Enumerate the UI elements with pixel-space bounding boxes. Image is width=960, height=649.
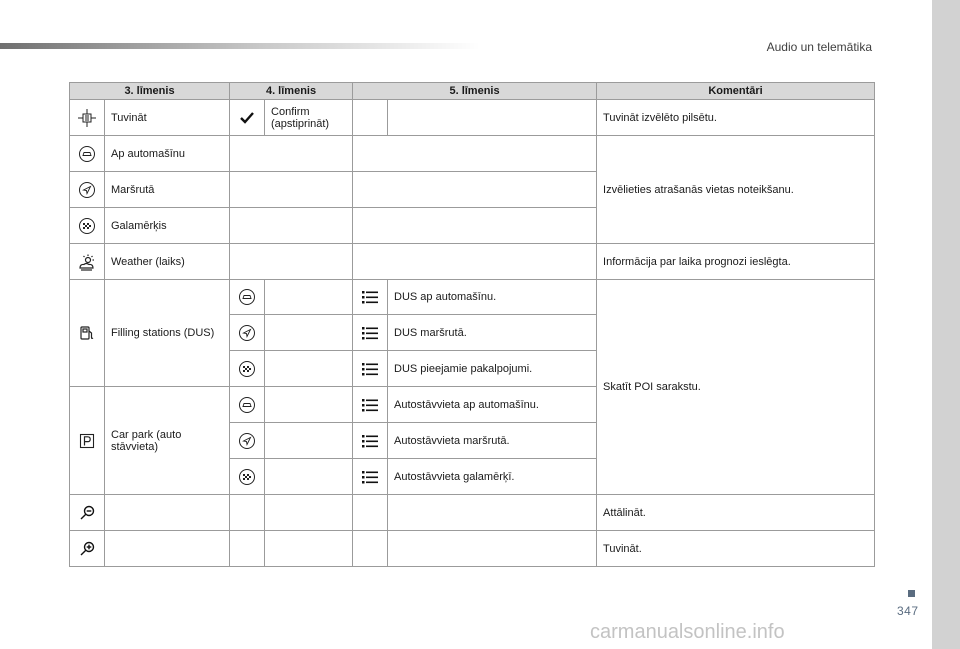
list-icon xyxy=(353,280,388,315)
zoom-crosshair-icon xyxy=(70,100,105,136)
page-marker xyxy=(908,590,915,597)
destination-flag-icon xyxy=(70,208,105,244)
level3-label: Car park (auto stāvvieta) xyxy=(105,387,230,495)
menu-level-table xyxy=(69,82,875,567)
comment-cell: Tuvināt. xyxy=(597,531,875,567)
level3-label: Galamērķis xyxy=(105,208,230,244)
col-header-level4: 4. līmenis xyxy=(230,83,353,100)
level3-label: Tuvināt xyxy=(105,100,230,136)
route-arrow-icon xyxy=(70,172,105,208)
level3-label: Ap automašīnu xyxy=(105,136,230,172)
level5-label: Autostāvvieta galamērķī. xyxy=(388,459,597,495)
level5-label: DUS ap automašīnu. xyxy=(388,280,597,315)
destination-flag-icon xyxy=(230,459,265,495)
table-row xyxy=(70,244,875,280)
checkmark-icon xyxy=(230,100,265,136)
level5-label: DUS maršrutā. xyxy=(388,315,597,351)
destination-flag-icon xyxy=(230,351,265,387)
section-title: Audio un telemātika xyxy=(766,40,872,54)
level5-label: Autostāvvieta ap automašīnu. xyxy=(388,387,597,423)
around-car-icon xyxy=(70,136,105,172)
page-number: 347 xyxy=(897,604,919,618)
zoom-in-icon xyxy=(70,531,105,567)
table-row xyxy=(70,531,875,567)
level5-label: Autostāvvieta maršrutā. xyxy=(388,423,597,459)
level3-label: Maršrutā xyxy=(105,172,230,208)
route-arrow-icon xyxy=(230,315,265,351)
comment-cell: Izvēlieties atrašanās vietas noteikšanu. xyxy=(597,136,875,244)
around-car-icon xyxy=(230,280,265,315)
col-header-level3: 3. līmenis xyxy=(70,83,230,100)
col-header-level5: 5. līmenis xyxy=(353,83,597,100)
comment-cell: Tuvināt izvēlēto pilsētu. xyxy=(597,100,875,136)
list-icon xyxy=(353,387,388,423)
weather-icon xyxy=(70,244,105,280)
parking-icon xyxy=(70,387,105,495)
zoom-out-icon xyxy=(70,495,105,531)
table-row xyxy=(70,280,875,315)
fuel-pump-icon xyxy=(70,280,105,387)
table-row xyxy=(70,495,875,531)
comment-cell: Skatīt POI sarakstu. xyxy=(597,280,875,495)
level3-label: Weather (laiks) xyxy=(105,244,230,280)
comment-cell: Attālināt. xyxy=(597,495,875,531)
side-band xyxy=(932,0,960,649)
around-car-icon xyxy=(230,387,265,423)
comment-cell: Informācija par laika prognozi ieslēgta. xyxy=(597,244,875,280)
table-row xyxy=(70,136,875,172)
level4-label: Confirm (apstiprināt) xyxy=(265,100,353,136)
list-icon xyxy=(353,315,388,351)
header-gradient-bar xyxy=(0,43,480,49)
route-arrow-icon xyxy=(230,423,265,459)
list-icon xyxy=(353,351,388,387)
watermark: carmanualsonline.info xyxy=(590,621,785,643)
list-icon xyxy=(353,459,388,495)
level5-label: DUS pieejamie pakalpojumi. xyxy=(388,351,597,387)
table-header-row xyxy=(70,83,875,100)
level3-label: Filling stations (DUS) xyxy=(105,280,230,387)
table-row xyxy=(70,100,875,136)
list-icon xyxy=(353,423,388,459)
col-header-comments: Komentāri xyxy=(597,83,875,100)
